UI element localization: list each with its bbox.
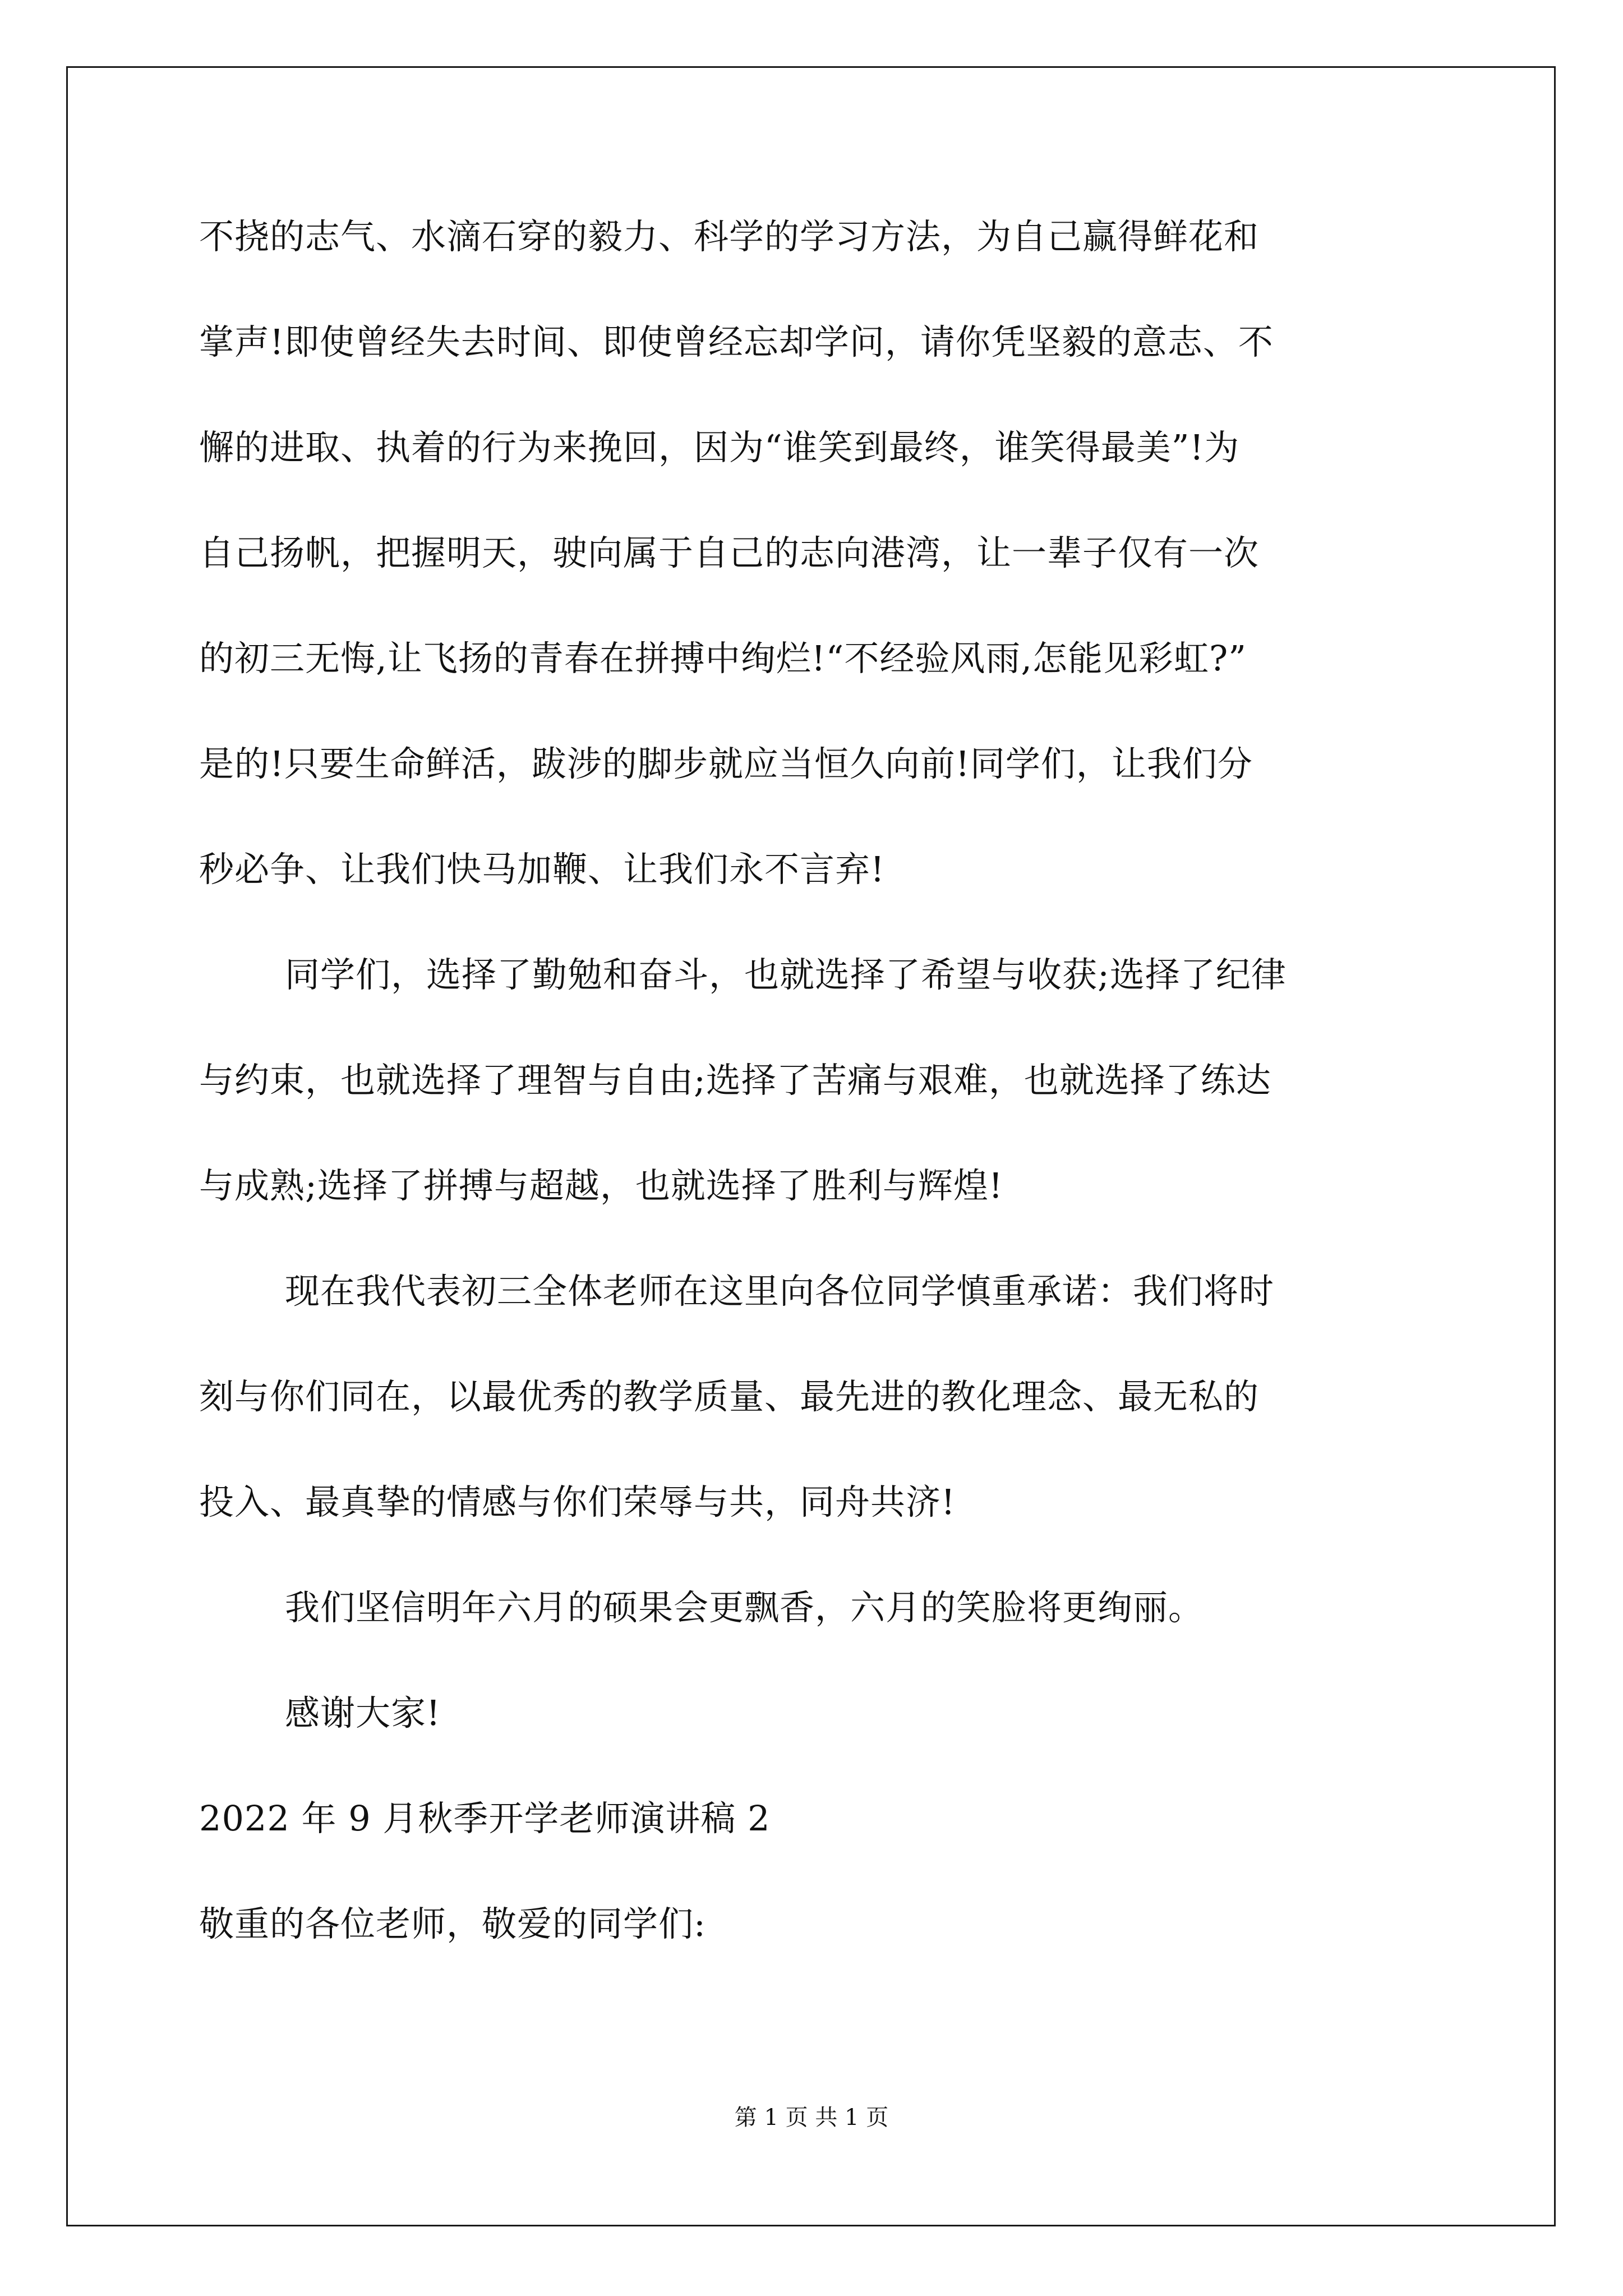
body-line-11: 现在我代表初三全体老师在这里向各位同学慎重承诺：我们将时 <box>285 1271 1275 1312</box>
salutation-line: 敬重的各位老师，敬爱的同学们: <box>199 1903 706 1944</box>
body-line-3: 懈的进取、执着的行为来挽回，因为“谁笑到最终，谁笑得最美”!为 <box>199 427 1240 468</box>
body-line-12: 刻与你们同在，以最优秀的教学质量、最先进的教化理念、最无私的 <box>199 1376 1260 1417</box>
body-line-14: 我们坚信明年六月的硕果会更飘香，六月的笑脸将更绚丽。 <box>285 1587 1204 1628</box>
page-footer: 第 1 页 共 1 页 <box>734 2105 889 2131</box>
body-line-1: 不挠的志气、水滴石穿的毅力、科学的学习方法，为自己赢得鲜花和 <box>199 216 1260 257</box>
body-line-2: 掌声!即使曾经失去时间、即使曾经忘却学问，请你凭坚毅的意志、不 <box>199 321 1274 362</box>
body-line-15: 感谢大家! <box>285 1692 441 1733</box>
body-line-13: 投入、最真挚的情感与你们荣辱与共，同舟共济! <box>199 1481 956 1522</box>
body-line-8: 同学们，选择了勤勉和奋斗，也就选择了希望与收获;选择了纪律 <box>285 954 1287 995</box>
section-heading: 2022 年 9 月秋季开学老师演讲稿 2 <box>199 1798 771 1839</box>
body-line-5: 的初三无悔,让飞扬的青春在拼搏中绚烂!“不经验风雨,怎能见彩虹?” <box>199 638 1247 679</box>
body-line-4: 自己扬帆，把握明天，驶向属于自己的志向港湾，让一辈子仅有一次 <box>199 532 1260 573</box>
body-line-6: 是的!只要生命鲜活，跋涉的脚步就应当恒久向前!同学们，让我们分 <box>199 743 1253 784</box>
body-line-9: 与约束，也就选择了理智与自由;选择了苦痛与艰难，也就选择了练达 <box>199 1060 1271 1101</box>
body-line-10: 与成熟;选择了拼搏与超越，也就选择了胜利与辉煌! <box>199 1165 1003 1206</box>
body-line-7: 秒必争、让我们快马加鞭、让我们永不言弃! <box>199 849 885 890</box>
